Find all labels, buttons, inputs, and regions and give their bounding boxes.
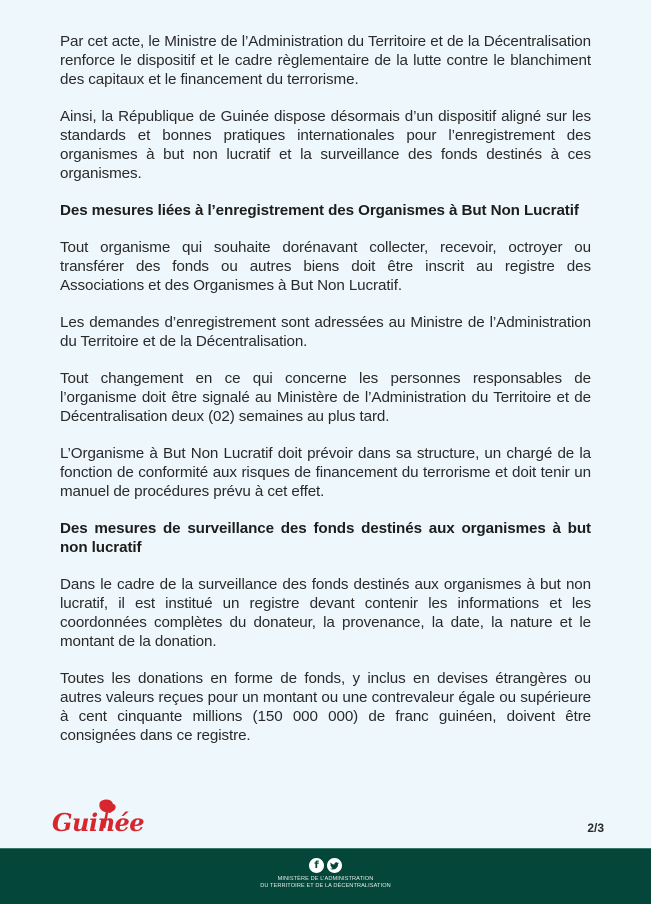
guinee-logo	[52, 798, 145, 840]
ministry-line-1: MINISTÈRE DE L’ADMINISTRATION	[277, 876, 374, 882]
logo-text: Guinée	[52, 808, 145, 837]
paragraph: Dans le cadre de la surveillance des fonds destinés aux organismes à but non lucratif, il est institué un registre devant contenir les informations et les coordonnées complètes du donateur, la provenance, la date, la nature et le montant de la donation.	[60, 576, 591, 650]
paragraph: Tout organisme qui souhaite dorénavant collecter, recevoir, octroyer ou transférer des fonds ou autres biens doit être inscrit au registre des Associations et des Organismes à But Non Lucratif.	[60, 239, 591, 294]
ministry-name	[0, 876, 651, 890]
section-heading: Des mesures de surveillance des fonds destinés aux organismes à but non lucratif	[60, 520, 591, 556]
paragraph: Tout changement en ce qui concerne les personnes responsables de l’organisme doit être signalé au Ministère de l’Administration du Territoire et de Décentralisation deux (02) semaines au plus tard.	[60, 370, 591, 425]
page-number: 2/3	[587, 821, 604, 835]
social-links	[309, 858, 342, 873]
facebook-icon[interactable]: f	[309, 858, 324, 873]
paragraph: L’Organisme à But Non Lucratif doit prévoir dans sa structure, un chargé de la fonction de conformité aux risques de financement du terrorisme et doit tenir un manuel de procédures prévu à cet effet.	[60, 445, 591, 500]
footer	[0, 848, 651, 904]
paragraph: Les demandes d’enregistrement sont adressées au Ministre de l’Administration du Territoire et de la Décentralisation.	[60, 314, 591, 350]
paragraph: Par cet acte, le Ministre de l’Administration du Territoire et de la Décentralisation renforce le dispositif et le cadre règlementaire de la lutte contre le blanchiment des capitaux et le financement du terrorisme.	[60, 33, 591, 88]
paragraph: Toutes les donations en forme de fonds, y inclus en devises étrangères ou autres valeurs reçues pour un montant ou une contrevaleur égale ou supérieure à cent cinquante millions (150 000 000) de franc guinéen, doivent être consignées dans ce registre.	[60, 670, 591, 744]
paragraph: Ainsi, la République de Guinée dispose désormais d’un dispositif aligné sur les standards et bonnes pratiques internationales pour l’enregistrement des organismes à but non lucratif et la surveillance des fonds destinés à ces organismes.	[60, 108, 591, 182]
twitter-icon[interactable]	[327, 858, 342, 873]
ministry-line-2: DU TERRITOIRE ET DE LA DÉCENTRALISATION	[260, 883, 391, 889]
section-heading: Des mesures liées à l’enregistrement des Organismes à But Non Lucratif	[60, 202, 579, 219]
document-body	[60, 32, 591, 763]
